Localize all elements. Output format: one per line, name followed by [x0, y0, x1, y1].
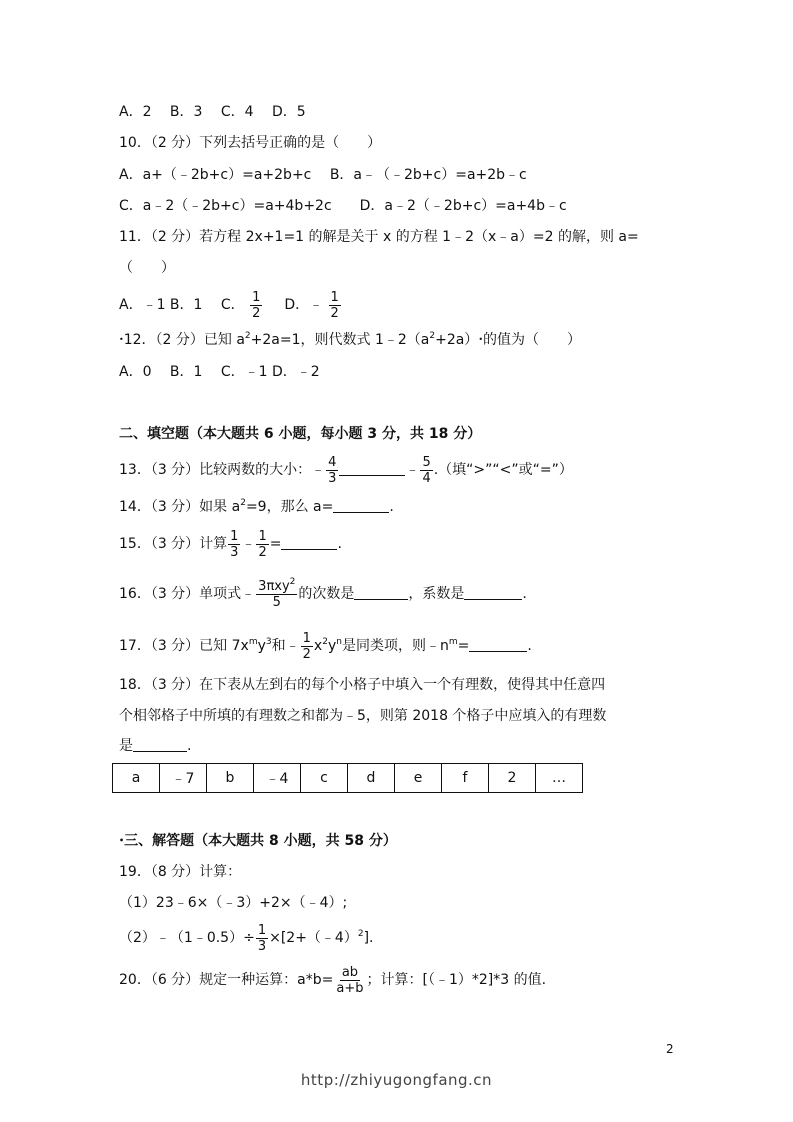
q9-options: A．2 B．3 C．4 D．5: [119, 104, 306, 120]
table-cell: e: [395, 764, 442, 793]
q19-part2: （2）﹣（1﹣0.5）÷ $\frac{1}{3}$ ×[2+（﹣4）$^2$].: [119, 922, 374, 954]
q19-part1: （1）23﹣6×（﹣3）+2×（﹣4）;: [119, 895, 348, 911]
q18-line3: 是 .: [119, 738, 192, 754]
q12-options: A．0 B．1 C．﹣1 D．﹣2: [119, 364, 320, 380]
q10-stem: 10．（2 分）下列去括号正确的是（ ）: [119, 135, 382, 151]
q15: 15．（3 分）计算 $\frac{1}{3}$ ﹣ $\frac{1}{2}$ = .: [119, 528, 342, 560]
q10-options-cd: C．a﹣2（﹣2b+c）=a+4b+2c D．a﹣2（﹣2b+c）=a+4b﹣c: [119, 198, 567, 214]
q13: 13．（3 分）比较两数的大小：﹣ $\frac{4}{3}$ ﹣ $\frac{5}{4}$ .（填“>”“<”或“=”）: [119, 454, 573, 486]
table-cell: c: [301, 764, 348, 793]
q11-paren: （ ）: [119, 260, 175, 276]
q20: 20．（6 分）规定一种运算：a*b= $\frac{ab}{a+b}$ ；计算：[（﹣1）*2]*3 的值.: [119, 964, 547, 996]
footer-url[interactable]: http://zhiyugongfang.cn: [300, 1071, 493, 1089]
q19-fraction: $\frac{1}{3}$: [257, 922, 267, 954]
table-cell: b: [207, 764, 254, 793]
table-cell: …: [536, 764, 583, 793]
q20-fraction: $\frac{ab}{a+b}$: [336, 964, 364, 996]
q12-stem: •12．（2 分）已知 $a^2+2a=1$，则代数式 $1﹣2(a^2+2a)•$的值为（ ）: [119, 331, 582, 348]
table-cell: 2: [489, 764, 536, 793]
q13-fraction-2: $\frac{5}{4}$: [422, 454, 431, 486]
q16-fraction: $\frac{3\pi xy^2}{5}$: [258, 576, 296, 610]
q15-fraction-2: $\frac{1}{2}$: [258, 528, 267, 560]
q11-fraction-d: $\frac{1}{2}$: [330, 289, 339, 321]
q18-line2: 个相邻格子中所填的有理数之和都为﹣5，则第 2018 个格子中应填入的有理数: [119, 708, 607, 724]
q17-fraction: $\frac{1}{2}$: [302, 630, 311, 662]
section2-heading: 二、填空题（本大题共 6 小题，每小题 3 分，共 18 分）: [119, 426, 482, 442]
section3-heading: •三、解答题（本大题共 8 小题，共 58 分）: [119, 833, 397, 849]
q16: 16．（3 分）单项式﹣ $\frac{3\pi xy^2}{5}$ 的次数是 ，系数是 .: [119, 576, 527, 610]
table-cell: ﹣4: [254, 764, 301, 793]
q17: 17．（3 分）已知 $7x^my^3$和﹣ $\frac{1}{2}$ $x^2y^n$是同类项，则$﹣n^m=$ .: [119, 630, 532, 662]
q11-opt-d: D．﹣: [284, 297, 324, 313]
table-cell: d: [348, 764, 395, 793]
q11-fraction-c: $\frac{1}{2}$: [252, 289, 261, 321]
q18-line1: 18．（3 分）在下表从左到右的每个小格子中填入一个有理数，使得其中任意四: [119, 677, 606, 693]
table-cell: ﹣7: [160, 764, 207, 793]
q10-options-ab: A．a+（﹣2b+c）=a+2b+c B．a﹣（﹣2b+c）=a+2b﹣c: [119, 167, 527, 183]
page-number: 2: [666, 1042, 674, 1056]
q19-stem: 19．（8 分）计算：: [119, 864, 242, 880]
q11-opt-abc: A．﹣1 B．1 C．: [119, 297, 245, 313]
q13-fraction-1: $\frac{4}{3}$: [328, 454, 337, 486]
q18-sequence-table: [112, 763, 583, 793]
q15-fraction-1: $\frac{1}{3}$: [230, 528, 239, 560]
q14: 14．（3 分）如果 $a^2=9$，那么 a= .: [119, 498, 394, 515]
q11-stem: 11．（2 分）若方程 2x+1=1 的解是关于 x 的方程 1﹣2（x﹣a）=2 的解，则 a=: [119, 229, 639, 245]
table-cell: f: [442, 764, 489, 793]
table-cell: a: [113, 764, 160, 793]
q11-options: [119, 287, 342, 323]
